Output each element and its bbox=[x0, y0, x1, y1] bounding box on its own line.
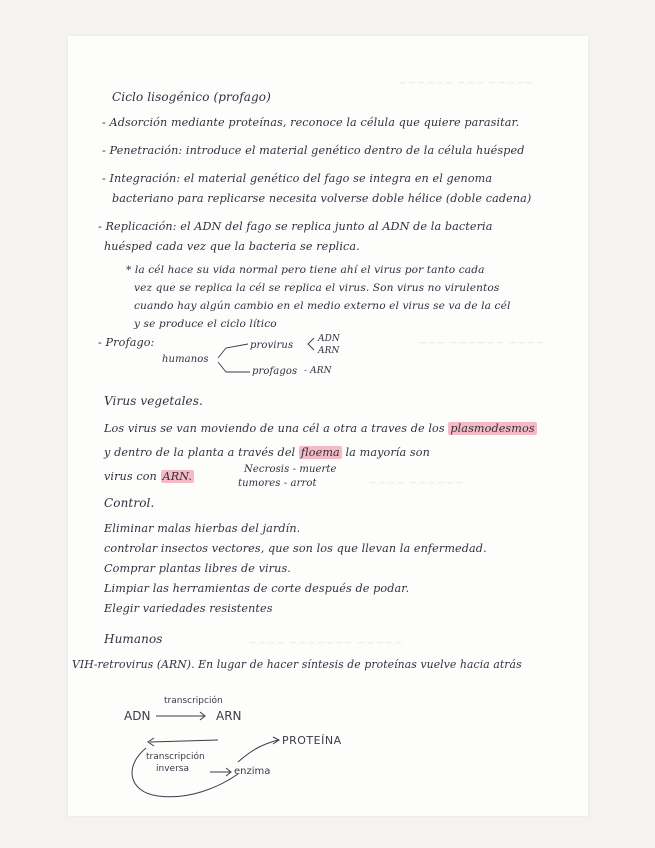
vegetales-tumores: tumores - arrot bbox=[238, 478, 317, 489]
bleed-through-text: ~~~~~ ~~~~~~~ ~~~~ bbox=[248, 636, 403, 649]
note-asterisk-2: vez que se replica la cél se replica el virus. Son virus no virulentos bbox=[134, 282, 500, 294]
note-integracion-2: bacteriano para replicarse necesita volverse doble hélice (doble cadena) bbox=[112, 192, 532, 205]
profago-adn: ADN bbox=[318, 334, 340, 344]
note-replicacion-2: huésped cada vez que la bacteria se replica. bbox=[104, 240, 360, 253]
vih-diagram-strokes bbox=[68, 36, 588, 816]
section-title-control: Control. bbox=[104, 496, 155, 510]
profago-humanos: humanos bbox=[162, 354, 209, 365]
note-replicacion-1: - Replicación: el ADN del fago se replica junto al ADN de la bacteria bbox=[98, 220, 493, 233]
control-item: Eliminar malas hierbas del jardín. bbox=[104, 522, 301, 535]
diagram-arn: ARN bbox=[216, 709, 242, 723]
bleed-through-text: ~~~~~ ~~~ ~~~~~~ bbox=[398, 76, 535, 89]
profago-profagos: profagos bbox=[252, 366, 298, 377]
profago-arn2: - ARN bbox=[304, 366, 332, 376]
note-adsorcion: - Adsorción mediante proteínas, reconoce la célula que quiere parasitar. bbox=[102, 116, 520, 129]
highlight-arn: ARN. bbox=[162, 470, 193, 483]
profago-provirus: provirus bbox=[250, 340, 294, 351]
control-item: Elegir variedades resistentes bbox=[104, 602, 273, 615]
note-asterisk-4: y se produce el ciclo lítico bbox=[134, 318, 277, 330]
vegetales-line-1-text: Los virus se van moviendo de una cél a otra a traves de los bbox=[104, 422, 445, 435]
note-asterisk-3: cuando hay algún cambio en el medio externo el virus se va de la cél bbox=[134, 300, 511, 312]
section-title-humanos: Humanos bbox=[104, 632, 163, 646]
notebook-page bbox=[68, 36, 588, 816]
bleed-through-text: ~~~~ ~~~~~~ ~~~ bbox=[418, 336, 545, 349]
profago-fork bbox=[308, 338, 314, 350]
note-penetracion: - Penetración: introduce el material genético dentro de la célula huésped bbox=[102, 144, 525, 157]
vegetales-line-3-text: virus con bbox=[104, 470, 157, 483]
diagram-inversa-1: transcripción bbox=[146, 752, 205, 762]
diagram-adn: ADN bbox=[124, 709, 151, 723]
vegetales-line-2-text: y dentro de la planta a través del bbox=[104, 446, 296, 459]
bleed-through-text: ~~~~~~ ~~~~ bbox=[368, 476, 464, 489]
note-asterisk-1: * la cél hace su vida normal pero tiene ahí el virus por tanto cada bbox=[126, 264, 485, 276]
note-integracion-1: - Integración: el material genético del fago se integra en el genoma bbox=[102, 172, 493, 185]
section-title-vegetales: Virus vegetales. bbox=[104, 394, 203, 408]
diagram-proteina: PROTEÍNA bbox=[282, 734, 342, 747]
diagram-inversa-2: inversa bbox=[156, 764, 189, 774]
diagram-transcripcion: transcripción bbox=[164, 696, 223, 706]
diagram-enzima: enzima bbox=[234, 766, 271, 777]
profago-label: - Profago: bbox=[98, 336, 155, 349]
arrow-inversa bbox=[150, 740, 218, 742]
arrow-proteina bbox=[238, 740, 278, 762]
profago-branch-up bbox=[218, 344, 248, 358]
highlight-plasmodesmos: plasmodesmos bbox=[450, 422, 535, 435]
control-item: Comprar plantas libres de virus. bbox=[104, 562, 291, 575]
vegetales-necrosis: Necrosis - muerte bbox=[244, 464, 337, 475]
humanos-vih: VIH-retrovirus (ARN). En lugar de hacer síntesis de proteínas vuelve hacia atrás bbox=[72, 658, 522, 671]
profago-arn: ARN bbox=[318, 346, 340, 356]
vegetales-line-2-tail: la mayoría son bbox=[345, 446, 430, 459]
control-item: controlar insectos vectores, que son los que llevan la enfermedad. bbox=[104, 542, 487, 555]
section-title-lisogenico: Ciclo lisogénico (profago) bbox=[112, 90, 271, 104]
profago-branch-down bbox=[218, 362, 250, 372]
control-item: Limpiar las herramientas de corte después de podar. bbox=[104, 582, 410, 595]
highlight-floema: floema bbox=[300, 446, 340, 459]
